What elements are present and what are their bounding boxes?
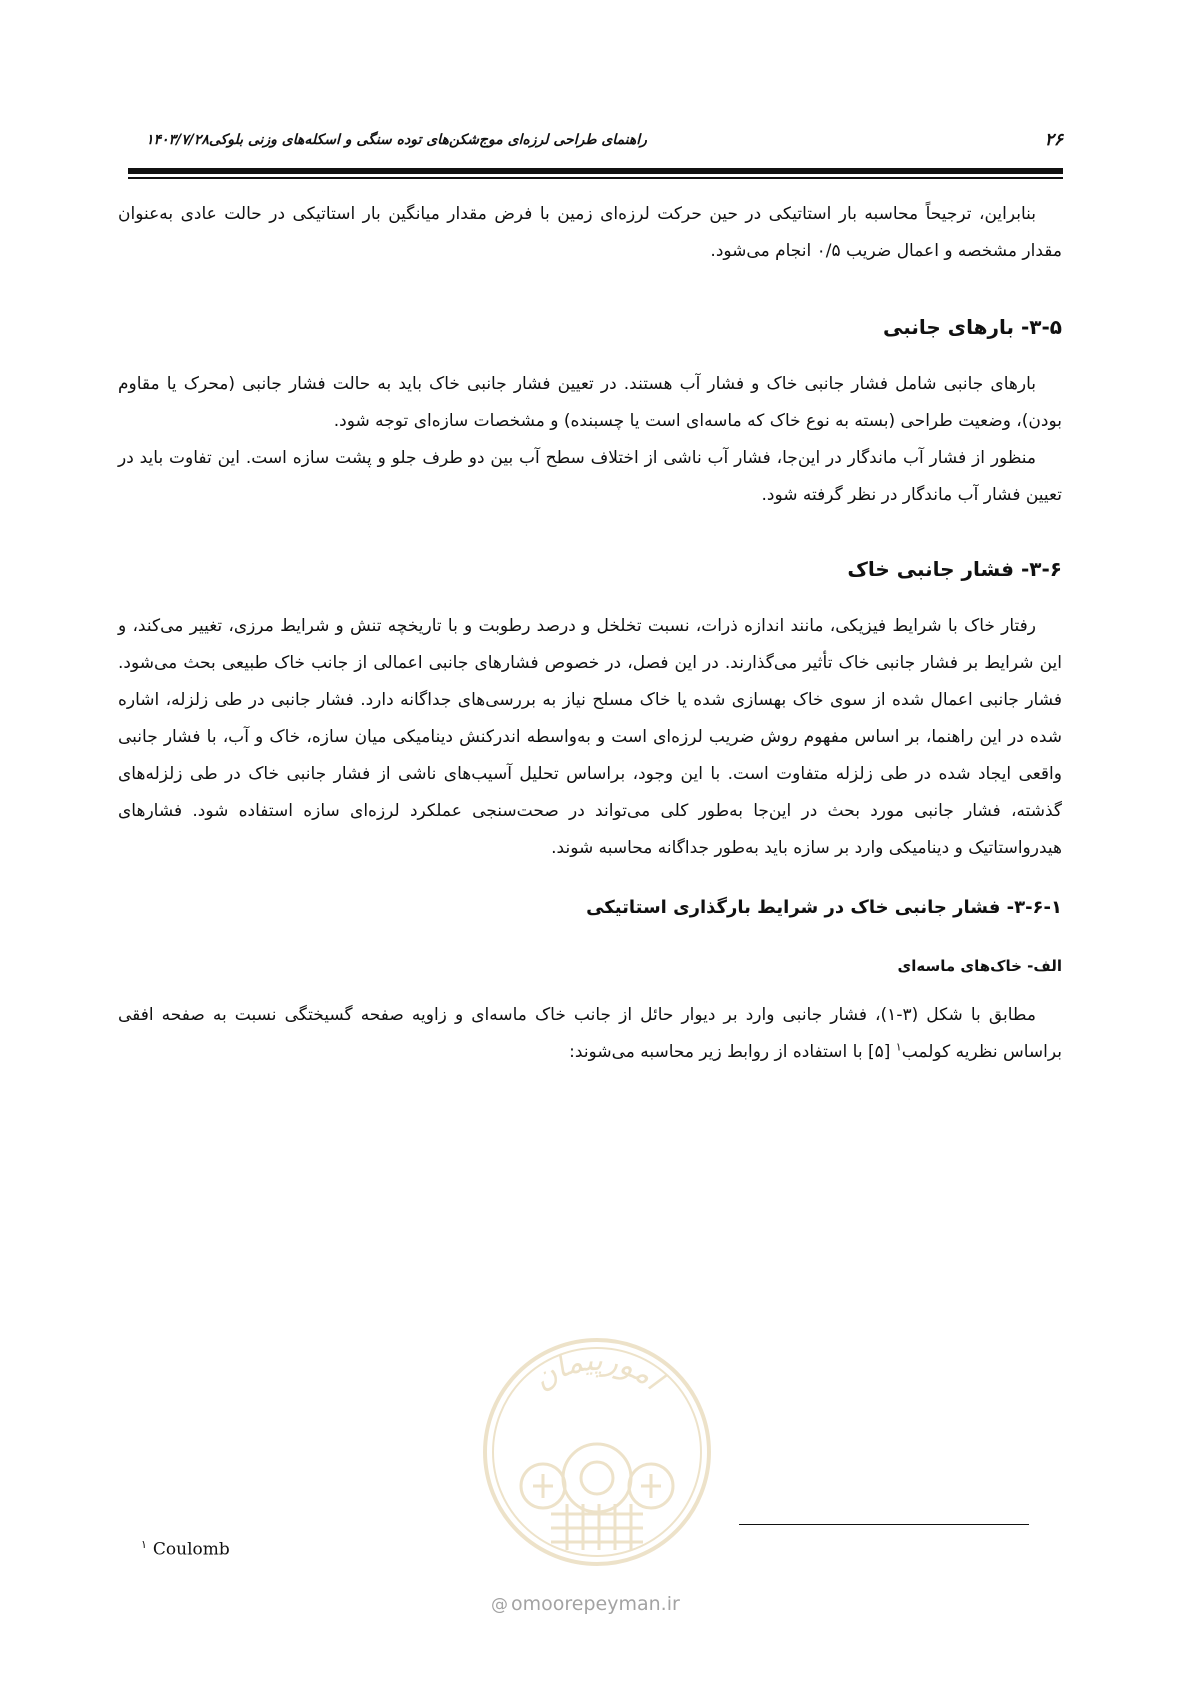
header-title: راهنمای طراحی لرزه‌ای موج‌شکن‌های توده سنگی و اسکله‌های وزنی بلوکی	[208, 132, 647, 148]
footnote	[141, 1538, 230, 1560]
body-content	[118, 196, 1062, 1071]
page-number: ۲۶	[1044, 130, 1063, 150]
intro-paragraph: بنابراین، ترجیحاً محاسبه بار استاتیکی در حین حرکت لرزه‌ای زمین با فرض مقدار میانگین بار استاتیکی در حالت عادی به‌عنوان مقدار مشخصه و اعمال ضریب ۰/۵ انجام می‌شود.	[118, 204, 1062, 261]
watermark-website-text: omoorepeyman.ir	[511, 1593, 680, 1615]
footnote-marker: ۱	[141, 1538, 147, 1551]
subheading-sandy-soils: الف- خاک‌های ماسه‌ای	[897, 957, 1062, 975]
section-heading-3-6-1: ۳-۶-۱- فشار جانبی خاک در شرایط بارگذاری استاتیکی	[586, 897, 1062, 918]
running-header	[128, 128, 1063, 158]
header-rule-thin	[128, 177, 1063, 179]
at-sign-icon: @	[491, 1595, 508, 1615]
footnote-text: Coulomb	[152, 1539, 230, 1560]
paragraph-text-before-ref: مطابق با شکل (۳-۱)، فشار جانبی وارد بر دیوار حائل از جانب خاک ماسه‌ای و زاویه صفحه گسیختگی نسبت به صفحه افقی براساس نظریه کولمب	[118, 1005, 1062, 1062]
section-3-6-1-paragraph	[118, 997, 1062, 1071]
footnote-reference[interactable]: ۱	[895, 1040, 902, 1054]
watermark-website	[491, 1593, 680, 1615]
header-title-line	[128, 132, 647, 148]
section-3-6-paragraph: رفتار خاک با شرایط فیزیکی، مانند اندازه ذرات، نسبت تخلخل و درصد رطوبت و با تاریخچه تنش و شرایط مرزی، تغییر می‌کند، و این شرایط بر فشار جانبی خاک تأثیر می‌گذارند. در این فصل، در خصوص فشارهای جانبی اعمالی از جانب خاک طبیعی بحث می‌شود. فشار جانبی اعمال شده از سوی خاک بهسازی شده یا خاک مسلح نیاز به بررسی‌های جداگانه دارد. فشار جانبی در طی زلزله، اشاره شده در این راهنما، بر اساس مفهوم روش ضریب لرزه‌ای است و به‌واسطه اندرکنش دینامیکی میان سازه، خاک و آب، با فشار جانبی واقعی ایجاد شده در طی زلزله متفاوت است. با این وجود، براساس تحلیل آسیب‌های ناشی از فشار جانبی خاک در طی زلزله‌های گذشته، فشار جانبی مورد بحث در این‌جا به‌طور کلی می‌تواند در صحت‌سنجی عملکرد لرزه‌ای سازه استفاده شود. فشارهای هیدرواستاتیک و دینامیکی وارد بر سازه باید به‌طور جداگانه محاسبه شوند.	[118, 616, 1062, 858]
watermark-seal-text: امورپیمان	[526, 1342, 670, 1398]
section-heading-3-5: ۳-۵- بارهای جانبی	[882, 315, 1062, 339]
header-rule-thick	[128, 168, 1063, 174]
header-date: ۱۴۰۳/۷/۲۸	[146, 132, 209, 148]
section-3-5-paragraph-2: منظور از فشار آب ماندگار در این‌جا، فشار آب ناشی از اختلاف سطح آب بین دو طرف جلو و پشت سازه است. این تفاوت باید در تعیین فشار آب ماندگار در نظر گرفته شود.	[118, 448, 1062, 505]
section-3-5-paragraph-1: بارهای جانبی شامل فشار جانبی خاک و فشار آب هستند. در تعیین فشار جانبی خاک باید به حالت فشار جانبی (محرک یا مقاوم بودن)، وضعیت طراحی (بسته به نوع خاک که ماسه‌ای است یا چسبنده) و مشخصات سازه‌ای توجه شود.	[118, 374, 1062, 431]
section-heading-3-6: ۳-۶- فشار جانبی خاک	[847, 557, 1062, 581]
paragraph-text-after-ref: [۵] با استفاده از روابط زیر محاسبه می‌شوند:	[569, 1042, 891, 1062]
watermark-seal-icon	[481, 1336, 713, 1568]
footnote-separator	[739, 1524, 1029, 1525]
